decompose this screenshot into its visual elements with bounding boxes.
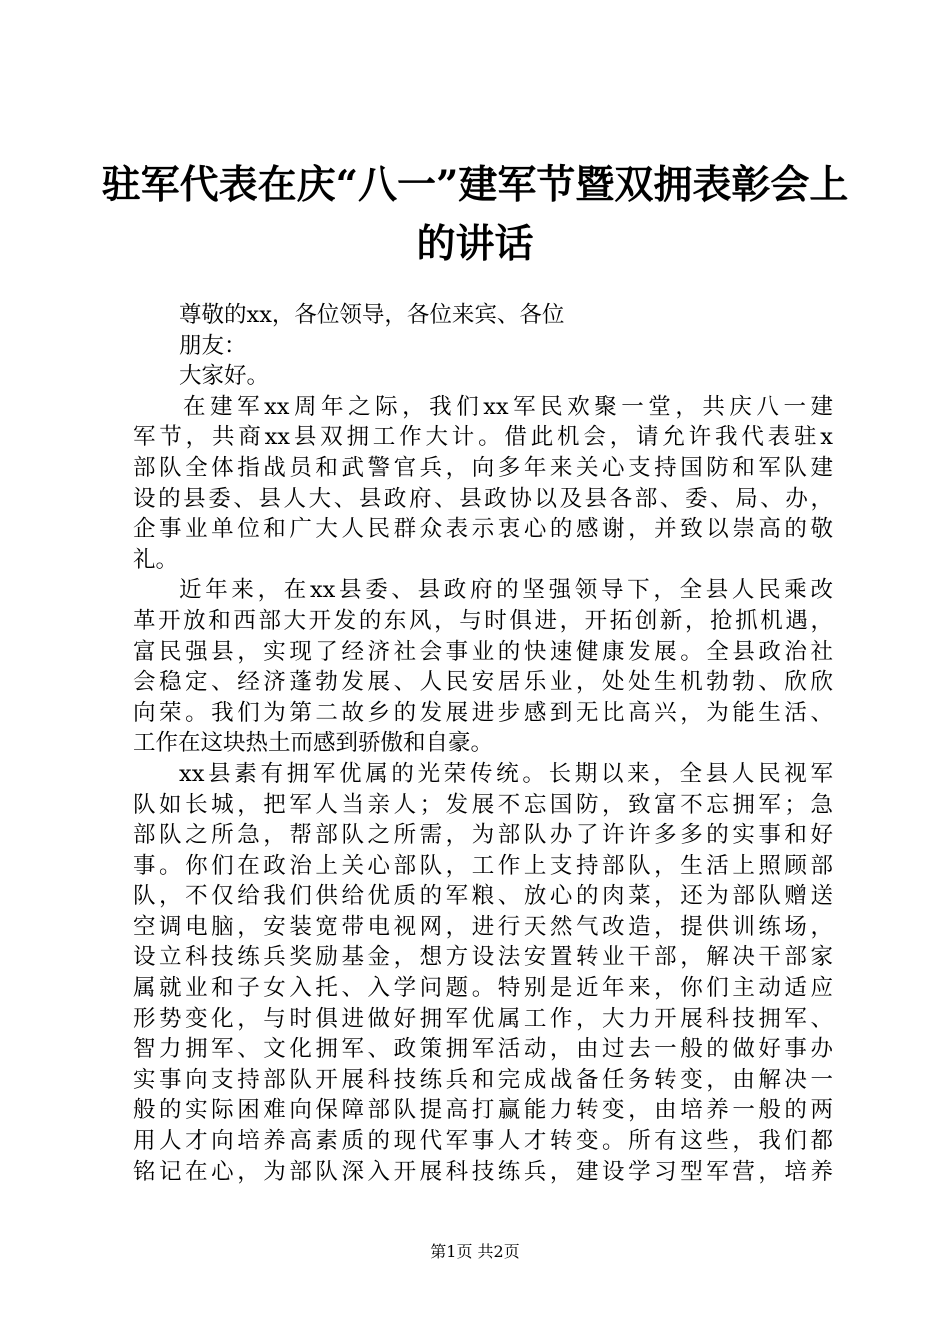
body-line: 企事业单位和广大人民群众表示衷心的感谢，并致以崇高的敬 (133, 516, 833, 543)
body-line: 近年来，在xx县委、县政府的坚强领导下，全县人民乘改 (179, 577, 833, 604)
body-line: 大家好。 (179, 363, 270, 390)
body-line: 尊敬的xx，各位领导，各位来宾、各位 (179, 302, 565, 328)
body-line: 铭记在心，为部队深入开展科技练兵，建设学习型军营，培养 (133, 1158, 833, 1185)
body-line: 设立科技练兵奖励基金，想方设法安置转业干部，解决干部家 (133, 944, 833, 971)
body-line: 工作在这块热土而感到骄傲和自豪。 (133, 730, 494, 757)
body-line: 事。你们在政治上关心部队，工作上支持部队，生活上照顾部 (133, 852, 833, 879)
body-line: 实事向支持部队开展科技练兵和完成战备任务转变，由解决一 (133, 1066, 833, 1093)
document-body (133, 300, 833, 1187)
document-title-line-1: 驻军代表在庆“八一”建军节暨双拥表彰会上 (101, 162, 849, 208)
body-line: 部队之所急，帮部队之所需，为部队办了许许多多的实事和好 (133, 822, 833, 849)
body-line: 向荣。我们为第二故乡的发展进步感到无比高兴，为能生活、 (133, 699, 833, 726)
body-line: 在建军xx周年之际，我们xx军民欢聚一堂，共庆八一建 (183, 393, 833, 420)
body-line: 属就业和子女入托、入学问题。特别是近年来，你们主动适应 (133, 975, 833, 1002)
body-line: 朋友： (179, 332, 247, 359)
body-line: 部队全体指战员和武警官兵，向多年来关心支持国防和军队建 (133, 454, 833, 481)
body-line: 用人才向培养高素质的现代军事人才转变。所有这些，我们都 (133, 1128, 833, 1155)
body-line: 队如长城，把军人当亲人；发展不忘国防，致富不忘拥军；急 (133, 791, 833, 818)
body-line: 空调电脑，安装宽带电视网，进行天然气改造，提供训练场， (133, 913, 833, 940)
body-line: 形势变化，与时俱进做好拥军优属工作，大力开展科技拥军、 (133, 1005, 833, 1032)
body-line: 会稳定、经济蓬勃发展、人民安居乐业，处处生机勃勃、欣欣 (133, 669, 833, 696)
body-line: 智力拥军、文化拥军、政策拥军活动，由过去一般的做好事办 (133, 1036, 833, 1063)
body-line: 富民强县，实现了经济社会事业的快速健康发展。全县政治社 (133, 638, 833, 665)
body-line: 队，不仅给我们供给优质的军粮、放心的肉菜，还为部队赠送 (133, 883, 833, 910)
body-line: 礼。 (133, 546, 179, 573)
body-line: 般的实际困难向保障部队提高打赢能力转变，由培养一般的两 (133, 1097, 833, 1124)
document-title-line-2: 的讲话 (416, 221, 534, 267)
body-line: 革开放和西部大开发的东风，与时俱进，开拓创新，抢抓机遇， (133, 607, 833, 634)
page-footer: 第1页 共2页 (430, 1242, 520, 1261)
body-line: xx县素有拥军优属的光荣传统。长期以来，全县人民视军 (179, 760, 833, 787)
body-line: 设的县委、县人大、县政府、县政协以及县各部、委、局、办， (133, 485, 833, 512)
body-line: 军节，共商xx县双拥工作大计。借此机会，请允许我代表驻x (133, 424, 833, 451)
